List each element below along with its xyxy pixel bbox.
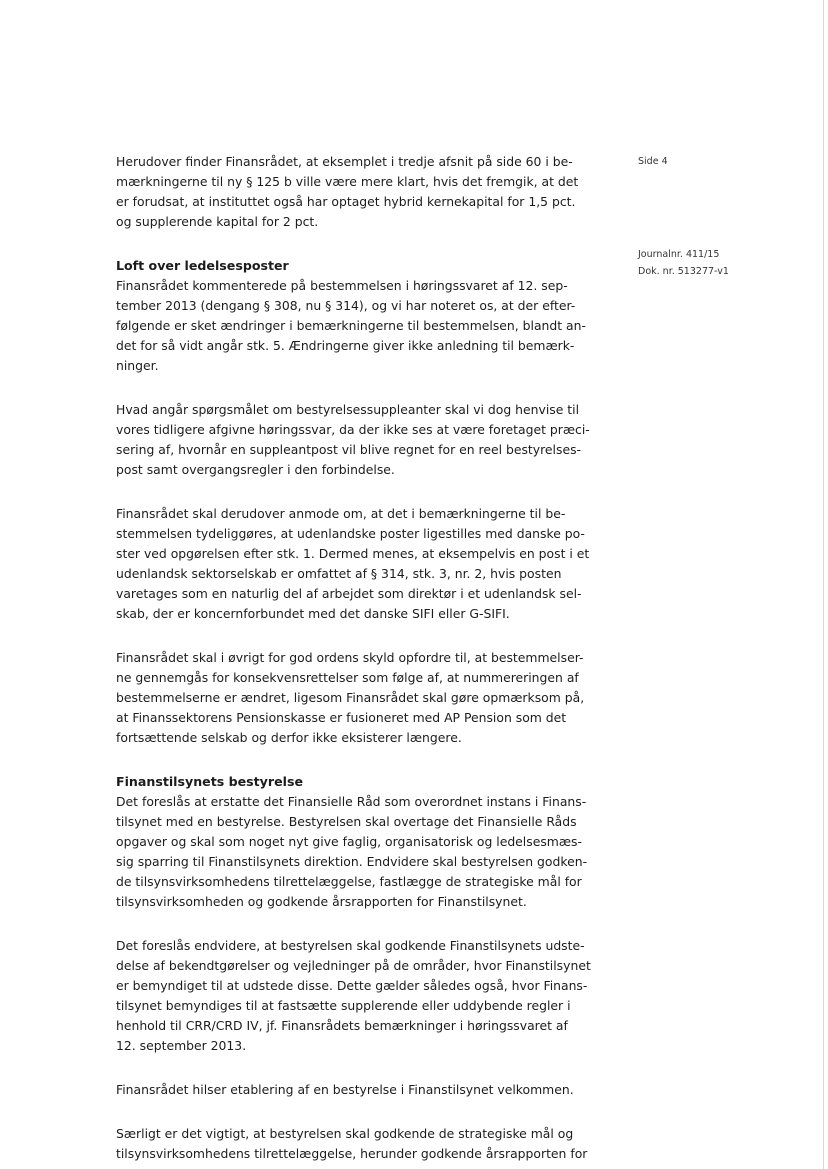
text-line: Hvad angår spørgsmålet om bestyrelsessuppleanter skal vi dog henvise til <box>116 402 580 417</box>
text-line: det for så vidt angår stk. 5. Ændringerne giver ikke anledning til bemærk- <box>116 338 575 353</box>
text-line: ne gennemgås for konsekvensrettelser som følge af, at nummereringen af <box>116 670 579 685</box>
paragraph-board-proposal <box>116 792 606 912</box>
text-line: er forudsat, at instituttet også har optaget hybrid kernekapital for 1,5 pct. <box>116 194 576 209</box>
text-line: mærkningerne til ny § 125 b ville være mere klart, hvis det fremgik, at det <box>116 174 579 189</box>
text-line: udenlandsk sektorselskab er omfattet af § 314, stk. 3, nr. 2, hvis posten <box>116 566 562 581</box>
page-number: Side 4 <box>638 156 668 167</box>
paragraph-management-posts <box>116 276 606 376</box>
text-line: varetages som en naturlig del af arbejdet som direktør i et udenlandsk sel- <box>116 586 582 601</box>
text-line: Finansrådet hilser etablering af en bestyrelse i Finanstilsynet velkommen. <box>116 1082 574 1097</box>
text-line: de tilsynsvirksomhedens tilrettelæggelse, fastlægge de strategiske mål for <box>116 874 582 889</box>
text-line: opgaver og skal som noget nyt give faglig, organisatorisk og ledelsesmæs- <box>116 834 582 849</box>
text-line: skab, der er koncernforbundet med det danske SIFI eller G-SIFI. <box>116 606 510 621</box>
sidebar-references <box>638 246 788 280</box>
text-line: tilsynsvirksomheden og godkende årsrapporten for Finanstilsynet. <box>116 894 527 909</box>
text-line: ster ved opgørelsen efter stk. 1. Dermed menes, at eksempelvis en post i et <box>116 546 590 561</box>
text-line: at Finanssektorens Pensionskasse er fusioneret med AP Pension som det <box>116 710 567 725</box>
text-line: fortsættende selskab og derfor ikke eksisterer længere. <box>116 730 462 745</box>
text-line: tilsynet bemyndiges til at fastsætte supplerende eller uddybende regler i <box>116 998 571 1013</box>
text-line: henhold til CRR/CRD IV, jf. Finansrådets bemærkninger i høringssvaret af <box>116 1018 568 1033</box>
text-line: og supplerende kapital for 2 pct. <box>116 214 319 229</box>
text-line: stemmelsen tydeliggøres, at udenlandske poster ligestilles med danske po- <box>116 526 585 541</box>
text-line: sering af, hvornår en suppleantpost vil blive regnet for en reel bestyrelses- <box>116 442 581 457</box>
text-line: er bemyndiget til at udstede disse. Dette gælder således også, hvor Finans- <box>116 978 588 993</box>
text-line: Finansrådet kommenterede på bestemmelsen i høringssvaret af 12. sep- <box>116 278 568 293</box>
text-line: tilsynsvirksomhedens tilrettelæggelse, herunder godkende årsrapporten for <box>116 1146 588 1161</box>
text-line: Det foreslås endvidere, at bestyrelsen skal godkende Finanstilsynets udste- <box>116 938 585 953</box>
text-line: vores tidligere afgivne høringssvar, da der ikke ses at være foretaget præci- <box>116 422 590 437</box>
paragraph-hybrid-capital <box>116 152 606 232</box>
paragraph-foreign-posts <box>116 504 606 624</box>
text-line: post samt overgangsregler i den forbindelse. <box>116 462 395 477</box>
paragraph-strategic-goals <box>116 1124 606 1164</box>
text-line: tilsynet med en bestyrelse. Bestyrelsen skal overtage det Finansielle Råds <box>116 814 577 829</box>
document-number: Dok. nr. 513277-v1 <box>638 266 729 277</box>
paragraph-board-substitutes <box>116 400 606 480</box>
journal-number: Journalnr. 411/15 <box>638 249 720 260</box>
text-line: 12. september 2013. <box>116 1038 247 1053</box>
text-line: Herudover finder Finansrådet, at eksemplet i tredje afsnit på side 60 i be- <box>116 154 573 169</box>
text-line: ninger. <box>116 358 159 373</box>
text-line: Finansrådet skal i øvrigt for god ordens skyld opfordre til, at bestemmelser- <box>116 650 584 665</box>
paragraph-regulations-approval <box>116 936 606 1056</box>
text-line: Finansrådet skal derudover anmode om, at det i bemærkningerne til be- <box>116 506 566 521</box>
document-body <box>116 152 606 1164</box>
paragraph-welcome-board <box>116 1080 606 1100</box>
text-line: tember 2013 (dengang § 308, nu § 314), og vi har noteret os, at der efter- <box>116 298 576 313</box>
page-edge-line <box>823 0 824 1169</box>
text-line: sig sparring til Finanstilsynets direktion. Endvidere skal bestyrelsen godken- <box>116 854 588 869</box>
section-heading-management-posts: Loft over ledelsesposter <box>116 258 289 273</box>
text-line: delse af bekendtgørelser og vejledninger på de områder, hvor Finanstilsynet <box>116 958 591 973</box>
sidebar-page-number <box>638 153 788 170</box>
text-line: Det foreslås at erstatte det Finansielle Råd som overordnet instans i Finans- <box>116 794 587 809</box>
text-line: Særligt er det vigtigt, at bestyrelsen skal godkende de strategiske mål og <box>116 1126 574 1141</box>
paragraph-consequential-corrections <box>116 648 606 748</box>
text-line: følgende er sket ændringer i bemærkningerne til bestemmelsen, blandt an- <box>116 318 586 333</box>
section-heading-fsa-board: Finanstilsynets bestyrelse <box>116 774 303 789</box>
text-line: bestemmelserne er ændret, ligesom Finansrådet skal gøre opmærksom på, <box>116 690 585 705</box>
